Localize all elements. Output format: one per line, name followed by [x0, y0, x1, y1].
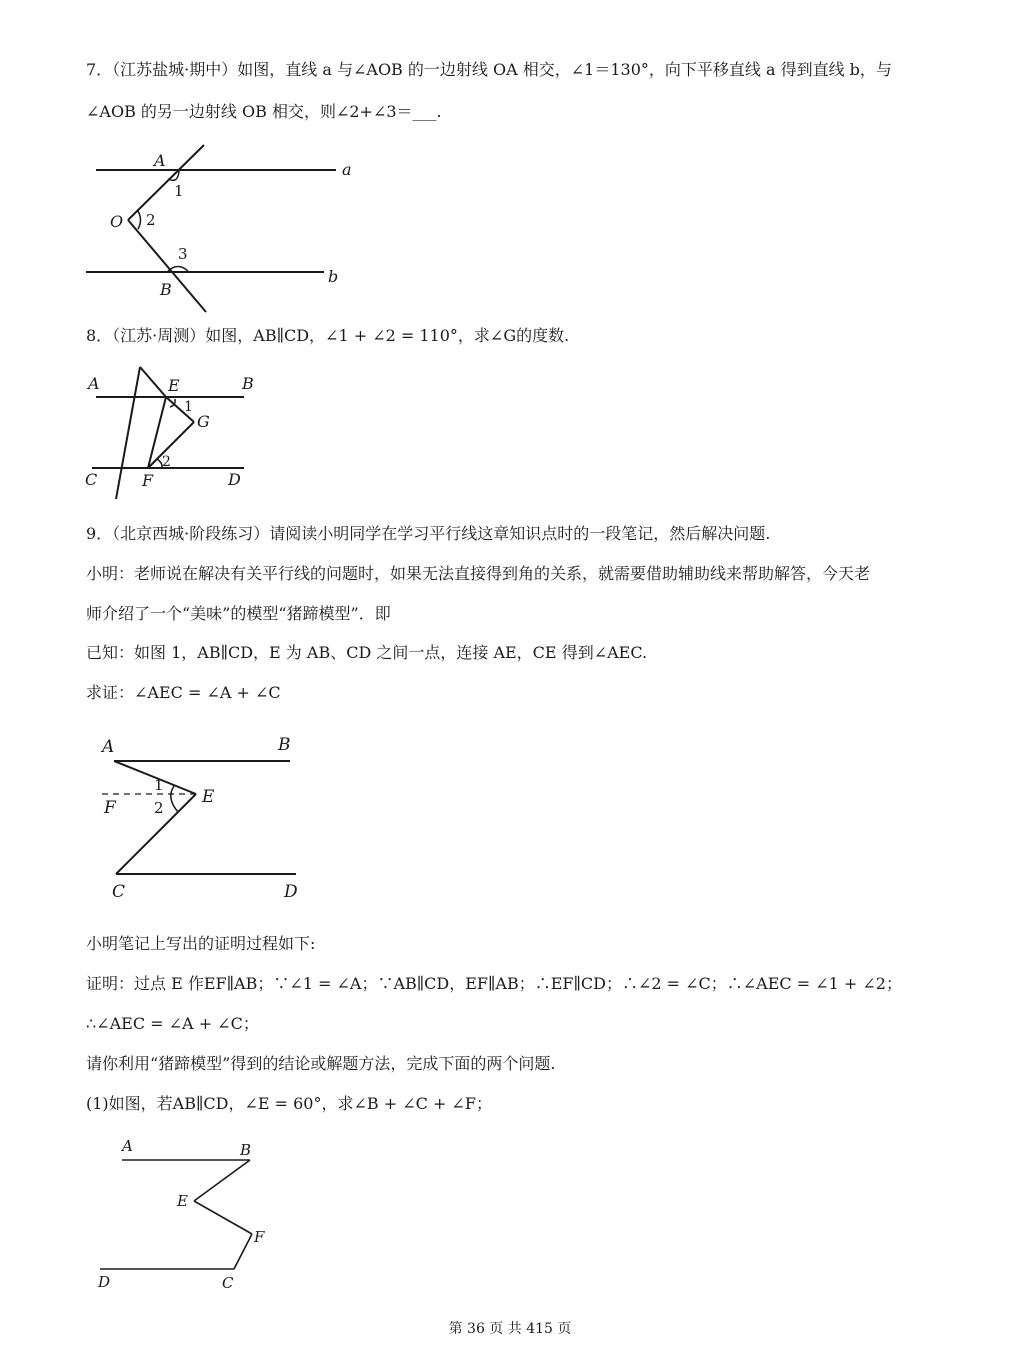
q9-text-line-4: 已知：如图 1，AB∥CD，E 为 AB、CD 之间一点，连接 AE，CE 得到∠AEC.	[86, 643, 648, 662]
q8-label-angle-1: 1	[184, 399, 193, 415]
q9-figure-1	[96, 728, 316, 908]
q7-text-line-2: ∠AOB 的另一边射线 OB 相交，则∠2+∠3＝___.	[86, 102, 442, 121]
q9-fig2-label-e: E	[177, 1192, 188, 1210]
q9-fig1-label-c: C	[112, 882, 126, 902]
q9-fig1-label-f: F	[104, 798, 116, 818]
q9-text-line-10: (1)如图，若AB∥CD，∠E = 60°，求∠B + ∠C + ∠F；	[86, 1094, 492, 1113]
q9-text-line-6: 小明笔记上写出的证明过程如下:	[86, 934, 316, 953]
q9-fig2-label-f: F	[254, 1228, 265, 1246]
q9-text-line-3: 师介绍了一个“美味”的模型“猪蹄模型”．即	[86, 604, 391, 623]
q9-fig1-label-a: A	[102, 737, 115, 757]
q8-label-e: E	[168, 376, 180, 395]
page-footer: 第 36 页 共 415 页	[448, 1321, 572, 1337]
q9-figure-2	[92, 1135, 282, 1295]
q7-label-angle-1: 1	[174, 182, 184, 200]
q9-text-line-9: 请你利用“猪蹄模型”得到的结论或解题方法，完成下面的两个问题.	[86, 1054, 556, 1073]
q7-label-angle-2: 2	[146, 211, 156, 229]
q9-fig1-label-angle-1: 1	[154, 776, 164, 794]
q9-text-line-2: 小明：老师说在解决有关平行线的问题时，如果无法直接得到角的关系，就需要借助辅助线来帮助解答，今天老	[86, 564, 871, 583]
q7-label-a-point: A	[154, 151, 166, 170]
q8-segment-gf	[148, 422, 194, 468]
q7-label-o: O	[110, 212, 124, 231]
q9-text-line-7: 证明：过点 E 作EF∥AB；∵∠1 = ∠A；∵AB∥CD，EF∥AB；∴EF∥CD；∴∠2 = ∠C；∴∠AEC = ∠1 + ∠2；	[86, 974, 902, 993]
q9-fig2-segment-be	[194, 1160, 250, 1201]
q9-fig2-segment-ef	[194, 1201, 252, 1234]
q8-text-line-1: 8．（江苏·周测）如图，AB∥CD，∠1 + ∠2 = 110°，求∠G的度数.	[86, 326, 570, 345]
q9-fig1-label-b: B	[278, 735, 291, 755]
q8-transversal	[116, 367, 140, 499]
q7-text-line-1: 7．（江苏盐城·期中）如图，直线 a 与∠AOB 的一边射线 OA 相交，∠1＝130°，向下平移直线 a 得到直线 b，与	[86, 60, 892, 79]
q7-label-line-b: b	[328, 267, 339, 286]
q7-figure	[80, 140, 380, 320]
q8-figure	[80, 365, 270, 505]
q7-angle-2-arc	[138, 211, 141, 229]
q9-fig2-label-c: C	[222, 1274, 234, 1292]
q8-label-g: G	[197, 412, 210, 431]
q8-label-d: D	[228, 470, 241, 489]
q9-fig2-label-b: B	[240, 1141, 252, 1159]
q9-fig2-segment-fc	[234, 1234, 252, 1269]
q8-label-b: B	[242, 374, 254, 393]
q9-fig1-label-e: E	[202, 787, 215, 807]
q9-fig1-label-angle-2: 2	[154, 799, 164, 817]
q9-fig2-label-d: D	[98, 1273, 111, 1291]
q7-ray-oa	[128, 145, 204, 220]
q7-label-b-point: B	[160, 280, 172, 299]
q8-label-c: C	[85, 470, 98, 489]
q9-text-line-8: ∴∠AEC = ∠A + ∠C；	[86, 1014, 259, 1033]
q9-fig1-angle-arc	[171, 786, 178, 812]
q9-fig1-label-d: D	[284, 882, 298, 902]
q9-text-line-5: 求证：∠AEC = ∠A + ∠C	[86, 683, 281, 702]
q9-text-line-1: 9．（北京西城·阶段练习）请阅读小明同学在学习平行线这章知识点时的一段笔记，然后解决问题.	[86, 524, 771, 543]
q8-label-angle-2: 2	[162, 454, 171, 470]
q9-fig2-label-a: A	[122, 1137, 133, 1155]
q8-label-a: A	[88, 374, 100, 393]
q8-label-f: F	[142, 471, 154, 490]
q7-label-angle-3: 3	[178, 245, 188, 263]
q7-label-line-a: a	[342, 160, 352, 179]
